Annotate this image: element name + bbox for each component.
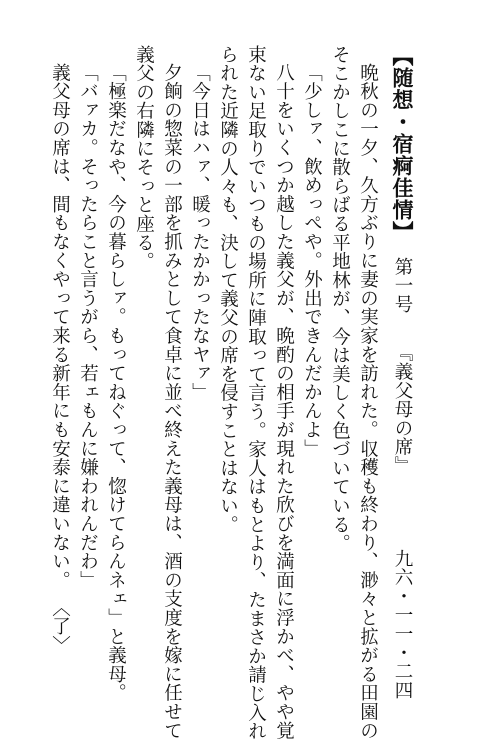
- body-line-3: 「少しァ、飲めっぺや。外出できんだかんよ」: [301, 63, 323, 458]
- body-line-10: 「極楽だなや、今の暮らしァ。もってねぐって、惚けてらんネェ」と義母。: [105, 63, 127, 703]
- body-line-11: 「バァカ。そったらこと言うがら、若ェもんに嫌われんだわ」: [77, 63, 99, 590]
- essay-date: 九六・一一・二四: [392, 549, 413, 700]
- body-line-5: 束ない足取りでいつもの場所に陣取って言う。家人はもとより、たまさか請じ入れ: [245, 45, 267, 741]
- closing-mark: 〈了〉: [49, 598, 71, 655]
- header-column: [390, 45, 415, 700]
- body-line-4: 八十をいくつか越した義父が、晩酌の相手が現れた欣びを満面に浮かべ、やや覚: [273, 63, 295, 740]
- issue-number: 第一号: [392, 257, 413, 314]
- body-line-8: 夕餉の惣菜の一部を抓みとして食卓に並べ終えた義母は、酒の支度を嫁に任せて: [161, 63, 183, 740]
- essay-subtitle: 『義父母の席』: [392, 343, 413, 476]
- body-line-6: られた近隣の人々も、決して義父の席を侵すことはない。: [217, 45, 239, 534]
- body-line-1: 晩秋の一夕、久方ぶりに妻の実家を訪れた。収穫も終わり、渺々と拡がる田園の: [357, 63, 379, 740]
- body-line-9: 義父の右隣にそっと座る。: [133, 45, 155, 271]
- body-line-7: 「今日はハァ、暖ったかかったなヤァ」: [189, 63, 211, 402]
- essay-title: 【随想・宿痾佳情】: [390, 45, 415, 243]
- body-line-2: そこかしこに散らばる平地林が、今は美しく色づいている。: [329, 45, 351, 553]
- body-line-12: 義父母の席は、間もなくやって来る新年にも安泰に違いない。: [49, 63, 71, 590]
